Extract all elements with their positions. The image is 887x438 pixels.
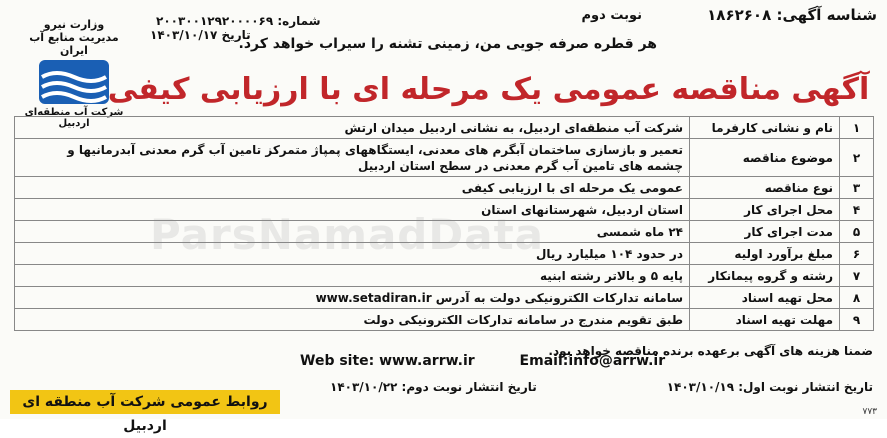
- logo-ministry-line2: مدیریت منابع آب ایران: [29, 31, 119, 57]
- table-row: ۳ نوع مناقصه عمومی یک مرحله ای با ارزیابی کیفی: [15, 177, 874, 199]
- watermark: ParsNamadData: [150, 210, 544, 259]
- email[interactable]: Email:info@arrw.ir: [519, 353, 666, 369]
- slogan: هر قطره صرفه جویی من، زمینی تشنه را سیراب خواهد کرد.: [238, 36, 657, 52]
- public-relations-banner: روابط عمومی شرکت آب منطقه ای اردبیل: [10, 390, 280, 414]
- logo-company-name: شرکت آب منطقه‌ای اردبیل: [24, 107, 124, 129]
- publication-round: نوبت دوم: [581, 8, 642, 23]
- table-row: ۹ مهلت تهیه اسناد طبق تقویم مندرج در سامانه تدارکات الکترونیکی دولت: [15, 309, 874, 331]
- table-row: ۷ رشته و گروه پیمانکار پایه ۵ و بالاتر رشته ابنیه: [15, 265, 874, 287]
- header-strip: [10, 6, 877, 28]
- second-publication-date: تاریخ انتشار نوبت دوم: ۱۴۰۳/۱۰/۲۲: [330, 380, 537, 394]
- table-row: ۵ مدت اجرای کار ۲۴ ماه شمسی: [15, 221, 874, 243]
- table-row: ۸ محل تهیه اسناد سامانه تدارکات الکترونیکی دولت به آدرس www.setadiran.ir: [15, 287, 874, 309]
- tender-details-table: [14, 116, 874, 331]
- first-publication-date: تاریخ انتشار نوبت اول: ۱۴۰۳/۱۰/۱۹: [666, 380, 873, 394]
- ad-title: آگهی مناقصه عمومی یک مرحله ای با ارزیابی کیفی: [107, 72, 870, 107]
- table-row: ۲ موضوع مناقصه تعمیر و بازسازی ساختمان آبگرم های معدنی، ایستگاههای پمپاژ متمرکز تامین آب گرم معدنی آبدرمانیها و چشمه های تامین آب گرم معدنی در سطح استان اردبیل: [15, 139, 874, 177]
- ad-id: شناسه آگهی: ۱۸۶۲۶۰۸: [707, 6, 877, 24]
- contact-line: [300, 353, 705, 369]
- table-row: ۱ نام و نشانی کارفرما شرکت آب منطقه‌ای اردبیل، به نشانی اردبیل میدان ارتش: [15, 117, 874, 139]
- table-row: ۶ مبلغ برآورد اولیه در حدود ۱۰۴ میلیارد ریال: [15, 243, 874, 265]
- reference-number: شماره: ۲۰۰۳۰۰۱۲۹۲۰۰۰۰۶۹: [156, 14, 321, 28]
- logo-ministry-line1: وزارت نیرو: [43, 18, 105, 31]
- ad-fee-note: ضمنا هزینه های آگهی برعهده برنده مناقصه خواهد بود.: [548, 344, 873, 358]
- website[interactable]: Web site: www.arrw.ir: [300, 353, 475, 369]
- corner-code: ۷۷۳: [862, 407, 877, 417]
- reference-date: تاریخ ۱۴۰۳/۱۰/۱۷: [150, 28, 251, 42]
- table-row: ۴ محل اجرای کار استان اردبیل، شهرستانهای استان: [15, 199, 874, 221]
